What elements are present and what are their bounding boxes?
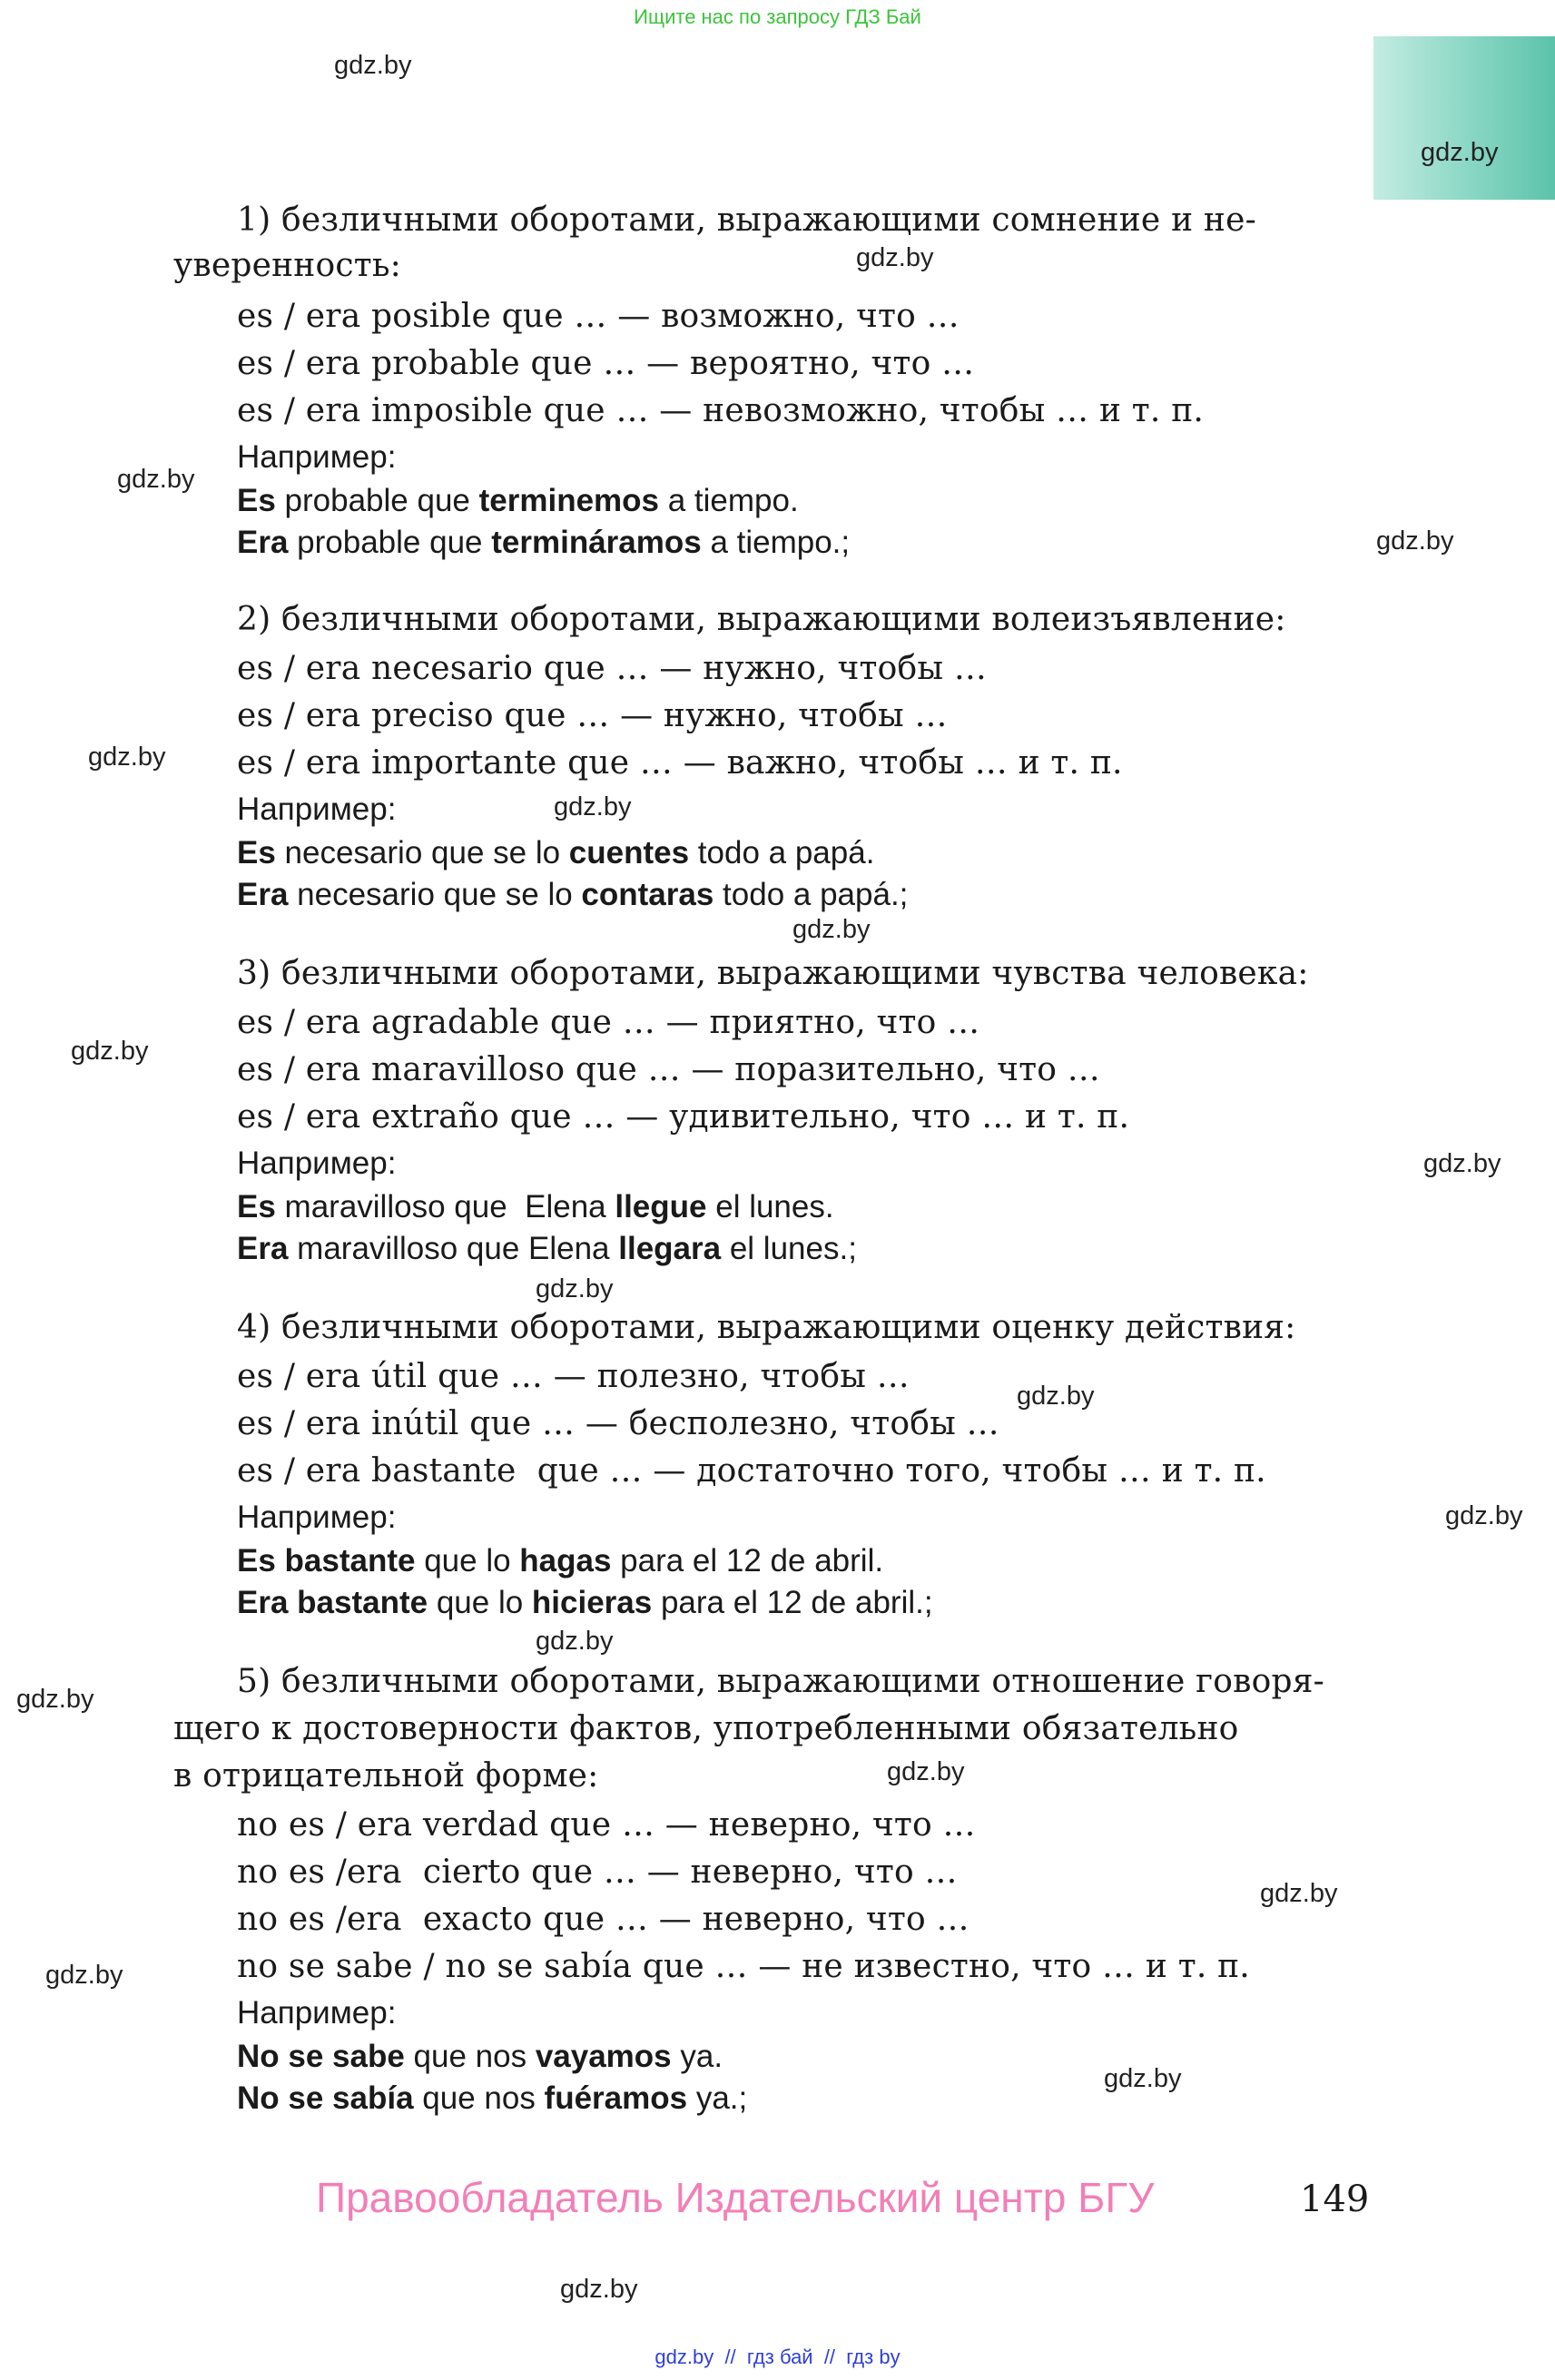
watermark: gdz.by bbox=[887, 1757, 965, 1786]
watermark: gdz.by bbox=[792, 915, 871, 944]
section-1-heading-cont: уверенность: bbox=[173, 247, 401, 284]
watermark: gdz.by bbox=[45, 1961, 123, 1990]
phrase-line: no es /era exacto que … — неверно, что … bbox=[237, 1901, 969, 1938]
watermark: gdz.by bbox=[1376, 526, 1454, 556]
watermark: gdz.by bbox=[117, 465, 195, 494]
watermark: gdz.by bbox=[16, 1685, 94, 1714]
watermark: gdz.by bbox=[1421, 138, 1499, 167]
section-3-heading: 3) безличными оборотами, выражающими чувства человека: bbox=[237, 955, 1309, 992]
watermark: gdz.by bbox=[856, 243, 934, 272]
phrase-line: es / era útil que … — полезно, чтобы … bbox=[237, 1358, 910, 1395]
example-sentence: Era necesario que se lo contaras todo a papá.; bbox=[237, 877, 909, 912]
phrase-line: es / era agradable que … — приятно, что … bbox=[237, 1004, 980, 1041]
phrase-line: es / era probable que … — вероятно, что … bbox=[237, 345, 975, 382]
watermark: gdz.by bbox=[560, 2275, 638, 2304]
example-sentence: No se sabe que nos vayamos ya. bbox=[237, 2039, 723, 2074]
watermark: gdz.by bbox=[334, 51, 412, 80]
bottom-links[interactable]: gdz.by // гдз бай // гдз by bbox=[654, 2346, 901, 2368]
page-number: 149 bbox=[1300, 2178, 1370, 2220]
copyright-owner: Правообладатель Издательский центр БГУ bbox=[316, 2174, 1155, 2221]
example-sentence: Es necesario que se lo cuentes todo a papá. bbox=[237, 835, 875, 870]
example-sentence: No se sabía que nos fuéramos ya.; bbox=[237, 2080, 748, 2116]
watermark: gdz.by bbox=[536, 1627, 614, 1656]
phrase-line: es / era inútil que … — бесполезно, чтобы … bbox=[237, 1405, 999, 1442]
example-label: Например: bbox=[237, 1500, 397, 1535]
watermark: gdz.by bbox=[1017, 1382, 1095, 1411]
section-5-heading-cont: в отрицательной форме: bbox=[173, 1757, 599, 1795]
watermark: gdz.by bbox=[71, 1037, 149, 1066]
phrase-line: es / era posible que … — возможно, что … bbox=[237, 298, 960, 335]
section-5-heading: 5) безличными оборотами, выражающими отношение говоря- bbox=[237, 1663, 1324, 1700]
section-5-heading-cont: щего к достоверности фактов, употребленными обязательно bbox=[173, 1710, 1239, 1747]
phrase-line: es / era necesario que … — нужно, чтобы … bbox=[237, 650, 988, 687]
section-1-heading: 1) безличными оборотами, выражающими сомнение и не- bbox=[237, 202, 1256, 239]
watermark: gdz.by bbox=[88, 743, 166, 772]
example-sentence: Es bastante que lo hagas para el 12 de abril. bbox=[237, 1543, 884, 1578]
section-2-heading: 2) безличными оборотами, выражающими волеизъявление: bbox=[237, 601, 1286, 638]
watermark: gdz.by bbox=[536, 1274, 614, 1303]
phrase-line: es / era maravilloso que … — поразительно, что … bbox=[237, 1051, 1100, 1088]
example-label: Например: bbox=[237, 1995, 397, 2031]
watermark: gdz.by bbox=[1260, 1879, 1338, 1908]
example-sentence: Era maravilloso que Elena llegara el lunes.; bbox=[237, 1231, 857, 1266]
example-sentence: Es probable que terminemos a tiempo. bbox=[237, 483, 799, 518]
example-label: Например: bbox=[237, 792, 397, 827]
watermark: gdz.by bbox=[554, 792, 632, 821]
top-banner[interactable]: Ищите нас по запросу ГДЗ Бай bbox=[634, 5, 921, 28]
section-4-heading: 4) безличными оборотами, выражающими оценку действия: bbox=[237, 1309, 1296, 1346]
example-label: Например: bbox=[237, 439, 397, 475]
example-label: Например: bbox=[237, 1146, 397, 1181]
phrase-line: es / era extraño que … — удивительно, что … и т. п. bbox=[237, 1098, 1130, 1136]
corner-tab bbox=[1373, 36, 1555, 200]
phrase-line: no es / era verdad que … — неверно, что … bbox=[237, 1806, 976, 1844]
example-sentence: Es maravilloso que Elena llegue el lunes. bbox=[237, 1189, 834, 1224]
phrase-line: es / era importante que … — важно, чтобы … и т. п. bbox=[237, 744, 1123, 782]
watermark: gdz.by bbox=[1445, 1501, 1523, 1530]
phrase-line: no se sabe / no se sabía que … — не известно, что … и т. п. bbox=[237, 1948, 1250, 1985]
phrase-line: es / era preciso que … — нужно, чтобы … bbox=[237, 697, 948, 734]
phrase-line: es / era bastante que … — достаточно того, чтобы … и т. п. bbox=[237, 1452, 1266, 1490]
phrase-line: es / era imposible que … — невозможно, чтобы … и т. п. bbox=[237, 392, 1205, 429]
example-sentence: Era bastante que lo hicieras para el 12 de abril.; bbox=[237, 1585, 933, 1620]
example-sentence: Era probable que termináramos a tiempo.; bbox=[237, 525, 851, 560]
phrase-line: no es /era cierto que … — неверно, что … bbox=[237, 1854, 958, 1891]
watermark: gdz.by bbox=[1423, 1149, 1501, 1178]
watermark: gdz.by bbox=[1104, 2064, 1182, 2093]
